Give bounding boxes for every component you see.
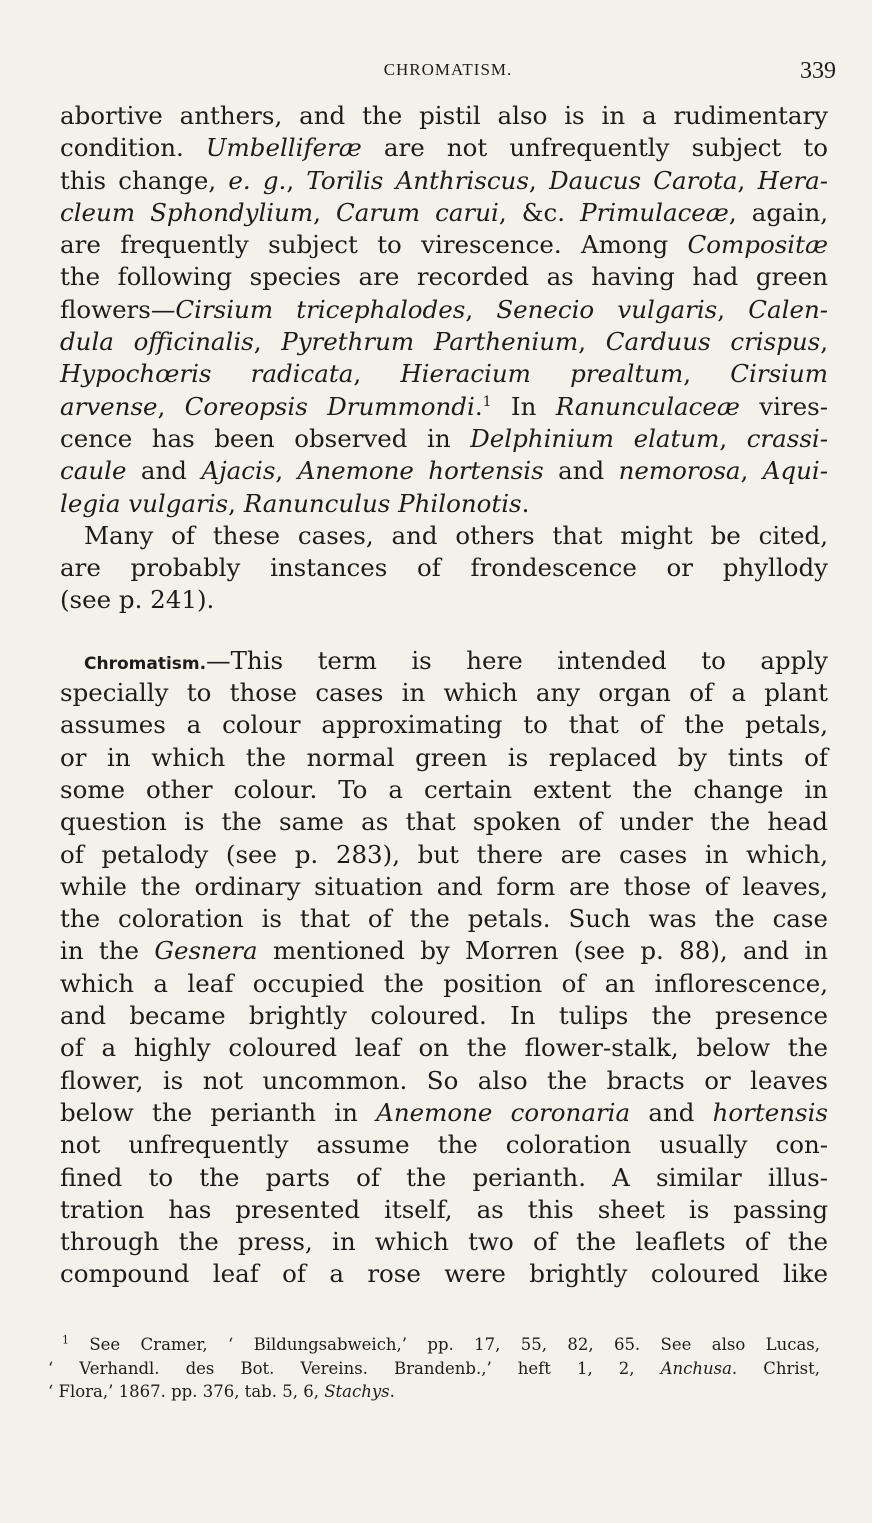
text-run: or in which the normal green is replaced by tints of xyxy=(60,742,828,772)
text-run: cence has been observed in xyxy=(60,423,471,453)
italic-text: e. g. xyxy=(228,165,287,195)
text-line xyxy=(60,1194,828,1226)
italic-text: Delphinium elatum xyxy=(470,423,720,453)
body-text xyxy=(60,100,828,1291)
text-run: of petalody (see p. 283), but there are cases in which, xyxy=(60,839,828,869)
text-run: , xyxy=(683,359,731,389)
italic-text: Cirsium tricephalodes xyxy=(175,294,466,324)
text-run: , again, xyxy=(728,197,829,227)
text-run: which a leaf occupied the position of an inflorescence, xyxy=(60,968,828,998)
text-line xyxy=(60,1162,828,1194)
text-line xyxy=(60,132,828,164)
text-run: tration has presented itself, as this sheet is passing xyxy=(60,1194,828,1224)
text-line xyxy=(60,552,828,584)
footnote-marker: 1 xyxy=(482,393,492,410)
italic-text: caule xyxy=(60,456,127,486)
text-run: flowers— xyxy=(60,294,176,324)
text-line xyxy=(60,488,828,520)
text-line xyxy=(60,742,828,774)
text-run: are probably instances of frondescence or phyllody xyxy=(60,553,828,583)
text-run: fined to the parts of the perianth. A similar illus- xyxy=(60,1162,828,1192)
text-run: and xyxy=(543,456,619,486)
italic-text: Daucus Carota xyxy=(548,165,738,195)
text-run: , xyxy=(578,327,606,357)
text-line xyxy=(60,520,828,552)
italic-text: hortensis xyxy=(712,1097,828,1127)
text-run: , xyxy=(275,456,298,486)
text-line xyxy=(60,1226,828,1258)
text-run: , xyxy=(719,423,747,453)
italic-text: Ranunculus Philonotis xyxy=(243,488,522,518)
text-run: this change, xyxy=(60,165,229,195)
text-run: See Cramer, ‘ Bildungsabweich,’ pp. 17, 55, 82, 65. See also Lucas, xyxy=(69,1335,820,1354)
text-run: assumes a colour approximating to that of the petals, xyxy=(60,710,828,740)
italic-text: Hypochœris radicata xyxy=(60,359,354,389)
italic-text: Anemone coronaria xyxy=(376,1097,631,1127)
text-run: condition. xyxy=(60,133,206,163)
text-run: abortive anthers, and the pistil also is in a rudimentary xyxy=(60,101,828,130)
text-line xyxy=(60,197,828,229)
text-run: mentioned by Morren (see p. 88), and in xyxy=(257,936,828,966)
italic-text: Umbelliferæ xyxy=(205,133,362,163)
italic-text: Torilis Anthriscus xyxy=(306,165,529,195)
text-run: question is the same as that spoken of under the head xyxy=(60,807,828,837)
italic-text: Senecio vulgaris xyxy=(496,294,718,324)
text-line xyxy=(60,645,828,677)
text-run: some other colour. To a certain extent the change in xyxy=(60,774,828,804)
text-line xyxy=(60,709,828,741)
text-line xyxy=(60,968,828,1000)
footnote-line xyxy=(48,1380,820,1404)
text-run: and xyxy=(126,456,202,486)
text-run: , xyxy=(253,327,282,357)
text-line xyxy=(60,871,828,903)
footnotes xyxy=(48,1333,820,1404)
italic-text: Anemone hortensis xyxy=(297,456,544,486)
footnote-line xyxy=(48,1357,820,1381)
text-run: In xyxy=(491,391,556,421)
text-line xyxy=(60,584,828,616)
italic-text: Aqui- xyxy=(762,456,828,486)
text-line xyxy=(60,1129,828,1161)
italic-text: Stachys xyxy=(324,1382,390,1401)
italic-text: Anchusa xyxy=(660,1358,732,1378)
text-line xyxy=(60,677,828,709)
italic-text: Ajacis xyxy=(201,456,276,486)
text-run: specially to those cases in which any organ of a plant xyxy=(60,678,828,708)
text-run: Many of these cases, and others that might be cited, xyxy=(84,520,828,550)
text-run: the coloration is that of the petals. Such was the case xyxy=(60,904,828,934)
italic-text: Calen- xyxy=(748,294,829,324)
text-line xyxy=(60,358,828,390)
italic-text: Coreopsis Drummondi xyxy=(184,391,475,421)
italic-text: Gesnera xyxy=(154,936,258,966)
italic-text: Hieracium prealtum xyxy=(400,359,684,389)
italic-text: crassi- xyxy=(746,423,829,453)
italic-text: legia vulgaris xyxy=(60,488,229,518)
text-run: in the xyxy=(60,936,155,966)
text-run: , xyxy=(717,294,749,324)
text-line xyxy=(60,1032,828,1064)
footnote-marker: 1 xyxy=(62,1333,69,1347)
text-line xyxy=(60,806,828,838)
text-line xyxy=(60,165,828,197)
paragraph-gap xyxy=(60,617,828,645)
text-line xyxy=(60,229,828,261)
text-run: . xyxy=(474,391,483,421)
text-line xyxy=(60,326,828,358)
page-number: 339 xyxy=(800,58,836,84)
text-run: , xyxy=(820,327,829,357)
italic-text: Hera- xyxy=(757,165,829,195)
text-line xyxy=(60,1000,828,1032)
text-run: , xyxy=(286,165,307,195)
text-line xyxy=(60,903,828,935)
text-run: (see p. 241). xyxy=(60,585,215,615)
italic-text: Carduus crispus xyxy=(605,327,821,357)
italic-text: Ranunculaceæ xyxy=(555,391,740,421)
text-run: the following species are recorded as having had green xyxy=(60,262,828,292)
text-run: not unfrequently assume the coloration usually con- xyxy=(60,1130,828,1160)
italic-text: nemorosa xyxy=(618,456,741,486)
text-line xyxy=(60,1258,828,1290)
text-run: below the perianth in xyxy=(60,1097,377,1127)
text-run: through the press, in which two of the leaflets of the xyxy=(60,1227,828,1257)
text-run: and became brightly coloured. In tulips the presence xyxy=(60,1001,828,1031)
text-line xyxy=(60,1097,828,1129)
italic-text: dula officinalis xyxy=(60,327,254,357)
running-head xyxy=(60,58,836,88)
text-run: of a highly coloured leaf on the flower-stalk, below the xyxy=(60,1033,828,1063)
footnote-line xyxy=(48,1333,820,1357)
italic-text: Pyrethrum Parthenium xyxy=(281,327,579,357)
text-run: , xyxy=(740,456,763,486)
text-run: ‘ Flora,’ 1867. pp. 376, tab. 5, 6, xyxy=(48,1382,325,1401)
text-run: while the ordinary situation and form are those of leaves, xyxy=(60,871,828,901)
text-run: , xyxy=(737,165,758,195)
text-line xyxy=(60,455,828,487)
text-line xyxy=(60,935,828,967)
text-line xyxy=(60,294,828,326)
section-heading: Chromatism. xyxy=(84,653,207,674)
italic-text: Primulaceæ xyxy=(580,197,729,227)
text-run: flower, is not uncommon. So also the bracts or leaves xyxy=(60,1065,828,1095)
italic-text: Cirsium xyxy=(730,359,829,389)
text-run: , xyxy=(313,197,337,227)
text-line xyxy=(60,100,828,132)
text-run: are frequently subject to virescence. Among xyxy=(60,230,688,260)
text-run: . xyxy=(389,1382,395,1401)
text-line xyxy=(60,391,828,423)
text-line xyxy=(60,839,828,871)
text-run: vires- xyxy=(739,391,828,421)
text-run: and xyxy=(630,1097,713,1127)
italic-text: arvense xyxy=(60,391,158,421)
text-run: , xyxy=(353,359,401,389)
italic-text: Carum carui xyxy=(336,197,499,227)
text-line xyxy=(60,261,828,293)
text-run: , xyxy=(528,165,549,195)
text-line xyxy=(60,1065,828,1097)
text-run: . xyxy=(521,488,530,518)
running-title: CHROMATISM. xyxy=(383,60,513,79)
italic-text: cleum Sphondylium xyxy=(60,197,314,227)
text-run: ‘ Verhandl. des Bot. Vereins. Brandenb.,’ heft 1, 2, xyxy=(48,1358,661,1378)
text-line xyxy=(60,423,828,455)
text-run: , xyxy=(228,488,244,518)
text-run: , &c. xyxy=(498,197,581,227)
text-run: are not unfrequently subject to xyxy=(361,133,829,163)
italic-text: Compositæ xyxy=(687,230,828,260)
text-run: , xyxy=(465,294,497,324)
text-run: —This term is here intended to apply xyxy=(206,645,828,675)
text-run: , xyxy=(157,391,185,421)
text-run: compound leaf of a rose were brightly coloured like xyxy=(60,1259,828,1289)
text-run: . Christ, xyxy=(731,1358,820,1378)
text-line xyxy=(60,774,828,806)
